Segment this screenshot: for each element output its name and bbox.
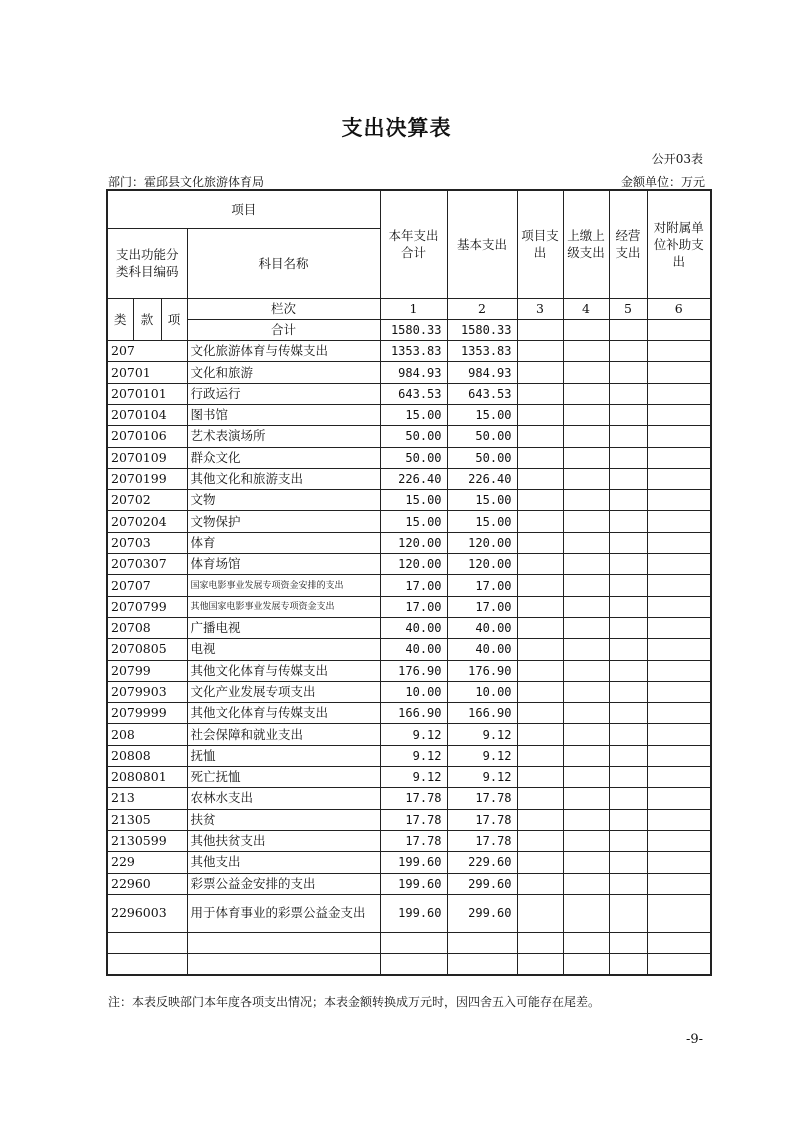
- table-row: [107, 404, 711, 425]
- row-code: 2070101: [107, 383, 187, 404]
- row-total: 1353.83: [380, 341, 447, 362]
- table-row: [107, 490, 711, 511]
- row-total: 15.00: [380, 490, 447, 511]
- row-basic: 176.90: [447, 660, 517, 681]
- table-row: [107, 639, 711, 660]
- table-row: [107, 447, 711, 468]
- row-code: 2070199: [107, 468, 187, 489]
- row-basic: 299.60: [447, 873, 517, 894]
- row-name: 其他文化和旅游支出: [187, 468, 380, 489]
- row-basic: 17.78: [447, 830, 517, 851]
- row-name: 其他国家电影事业发展专项资金支出: [187, 596, 380, 617]
- row-name: 体育: [187, 532, 380, 553]
- table-row: [107, 341, 711, 362]
- row-code: 2070104: [107, 404, 187, 425]
- row-code: 2070204: [107, 511, 187, 532]
- table-row: [107, 596, 711, 617]
- row-name: 文化旅游体育与传媒支出: [187, 341, 380, 362]
- row-total: 50.00: [380, 426, 447, 447]
- row-total: 17.00: [380, 596, 447, 617]
- table-row: [107, 767, 711, 788]
- table-row: [107, 809, 711, 830]
- row-code: 20701: [107, 362, 187, 383]
- row-name: 广播电视: [187, 617, 380, 638]
- row-basic: 15.00: [447, 404, 517, 425]
- header-col-total: 本年支出合计: [380, 190, 447, 298]
- table-row: [107, 852, 711, 873]
- row-code: 20702: [107, 490, 187, 511]
- row-name: 农林水支出: [187, 788, 380, 809]
- row-total: 17.78: [380, 830, 447, 851]
- table-row: [107, 383, 711, 404]
- row-basic: 226.40: [447, 468, 517, 489]
- row-basic: 120.00: [447, 532, 517, 553]
- row-total: 17.78: [380, 809, 447, 830]
- row-total: 120.00: [380, 532, 447, 553]
- row-code: 207: [107, 341, 187, 362]
- page-number: -9-: [685, 1032, 703, 1047]
- row-basic: 984.93: [447, 362, 517, 383]
- row-basic: 120.00: [447, 554, 517, 575]
- empty-row: [107, 932, 711, 953]
- expenditure-table: [106, 189, 712, 976]
- row-code: 20799: [107, 660, 187, 681]
- header-col-upper: 上缴上级支出: [563, 190, 609, 298]
- row-basic: 10.00: [447, 681, 517, 702]
- row-total: 15.00: [380, 511, 447, 532]
- form-number: 公开03表: [651, 152, 703, 166]
- row-basic: 9.12: [447, 767, 517, 788]
- table-row: [107, 788, 711, 809]
- empty-row: [107, 954, 711, 976]
- footnote: 注：本表反映部门本年度各项支出情况；本表金额转换成万元时，因四舍五入可能存在尾差。: [108, 995, 601, 1009]
- header-subject-name: 科目名称: [187, 228, 380, 298]
- row-basic: 40.00: [447, 617, 517, 638]
- header-xiang: 项: [161, 298, 187, 341]
- row-code: 2080801: [107, 767, 187, 788]
- row-total: 199.60: [380, 873, 447, 894]
- row-total: 199.60: [380, 894, 447, 932]
- row-name: 死亡抚恤: [187, 767, 380, 788]
- row-name: 其他支出: [187, 852, 380, 873]
- table-row: [107, 575, 711, 596]
- table-row: [107, 554, 711, 575]
- row-basic: 17.00: [447, 575, 517, 596]
- header-col-business: 经营支出: [609, 190, 647, 298]
- row-name: 彩票公益金安排的支出: [187, 873, 380, 894]
- table-row: [107, 830, 711, 851]
- row-total: 40.00: [380, 617, 447, 638]
- row-basic: 17.78: [447, 809, 517, 830]
- col-num-3: 3: [517, 298, 563, 319]
- unit-label: 金额单位：万元: [620, 175, 705, 189]
- row-total: 643.53: [380, 383, 447, 404]
- col-num-6: 6: [647, 298, 711, 319]
- row-total: 15.00: [380, 404, 447, 425]
- page-title: 支出决算表: [341, 116, 452, 140]
- row-name: 扶贫: [187, 809, 380, 830]
- row-total: 17.78: [380, 788, 447, 809]
- row-code: 20703: [107, 532, 187, 553]
- header-col-basic: 基本支出: [447, 190, 517, 298]
- row-code: 22960: [107, 873, 187, 894]
- table-row: [107, 745, 711, 766]
- table-row: [107, 532, 711, 553]
- row-total: 176.90: [380, 660, 447, 681]
- row-code: 2070106: [107, 426, 187, 447]
- row-basic: 166.90: [447, 703, 517, 724]
- row-basic: 17.78: [447, 788, 517, 809]
- row-code: 20708: [107, 617, 187, 638]
- table-row: [107, 894, 711, 932]
- row-name: 抚恤: [187, 745, 380, 766]
- row-name: 其他文化体育与传媒支出: [187, 660, 380, 681]
- col-num-2: 2: [447, 298, 517, 319]
- row-basic: 15.00: [447, 490, 517, 511]
- header-item: 项目: [107, 190, 380, 228]
- row-code: 2079903: [107, 681, 187, 702]
- row-name: 群众文化: [187, 447, 380, 468]
- table-row: [107, 703, 711, 724]
- total-row-basic: 1580.33: [447, 319, 517, 340]
- row-basic: 40.00: [447, 639, 517, 660]
- row-code: 20707: [107, 575, 187, 596]
- row-total: 226.40: [380, 468, 447, 489]
- row-code: 2070109: [107, 447, 187, 468]
- row-code: 2079999: [107, 703, 187, 724]
- row-name: 体育场馆: [187, 554, 380, 575]
- row-total: 166.90: [380, 703, 447, 724]
- row-total: 984.93: [380, 362, 447, 383]
- total-row-total: 1580.33: [380, 319, 447, 340]
- header-func-class: 支出功能分类科目编码: [107, 228, 187, 298]
- row-name: 用于体育事业的彩票公益金支出: [187, 894, 380, 932]
- row-basic: 643.53: [447, 383, 517, 404]
- row-code: 208: [107, 724, 187, 745]
- row-total: 17.00: [380, 575, 447, 596]
- row-code: 2296003: [107, 894, 187, 932]
- table-row: [107, 468, 711, 489]
- row-code: 2070307: [107, 554, 187, 575]
- row-total: 9.12: [380, 745, 447, 766]
- row-name: 国家电影事业发展专项资金安排的支出: [187, 575, 380, 596]
- department-label: 部门：霍邱县文化旅游体育局: [108, 175, 265, 189]
- row-total: 120.00: [380, 554, 447, 575]
- row-name: 艺术表演场所: [187, 426, 380, 447]
- row-name: 行政运行: [187, 383, 380, 404]
- row-basic: 229.60: [447, 852, 517, 873]
- header-col-project: 项目支出: [517, 190, 563, 298]
- row-name: 文化和旅游: [187, 362, 380, 383]
- row-name: 文物保护: [187, 511, 380, 532]
- row-code: 229: [107, 852, 187, 873]
- row-basic: 50.00: [447, 426, 517, 447]
- row-basic: 17.00: [447, 596, 517, 617]
- row-name: 社会保障和就业支出: [187, 724, 380, 745]
- row-total: 50.00: [380, 447, 447, 468]
- header-lanci: 栏次: [187, 298, 380, 319]
- row-name: 其他文化体育与传媒支出: [187, 703, 380, 724]
- row-basic: 9.12: [447, 724, 517, 745]
- header-lei: 类: [107, 298, 133, 341]
- table-row: [107, 873, 711, 894]
- row-code: 2130599: [107, 830, 187, 851]
- row-name: 其他扶贫支出: [187, 830, 380, 851]
- total-row-label: 合计: [187, 319, 380, 340]
- col-num-5: 5: [609, 298, 647, 319]
- row-basic: 50.00: [447, 447, 517, 468]
- row-basic: 15.00: [447, 511, 517, 532]
- row-basic: 9.12: [447, 745, 517, 766]
- row-name: 文物: [187, 490, 380, 511]
- header-col-subsidiary: 对附属单位补助支出: [647, 190, 711, 298]
- table-row: [107, 660, 711, 681]
- col-num-4: 4: [563, 298, 609, 319]
- row-total: 40.00: [380, 639, 447, 660]
- row-basic: 1353.83: [447, 341, 517, 362]
- row-name: 电视: [187, 639, 380, 660]
- row-code: 20808: [107, 745, 187, 766]
- row-code: 21305: [107, 809, 187, 830]
- table-row: [107, 617, 711, 638]
- table-row: [107, 426, 711, 447]
- row-total: 9.12: [380, 724, 447, 745]
- row-basic: 299.60: [447, 894, 517, 932]
- row-code: 2070799: [107, 596, 187, 617]
- table-row: [107, 511, 711, 532]
- row-total: 10.00: [380, 681, 447, 702]
- row-name: 图书馆: [187, 404, 380, 425]
- table-row: [107, 724, 711, 745]
- row-code: 213: [107, 788, 187, 809]
- header-kuan: 款: [133, 298, 161, 341]
- table-row: [107, 681, 711, 702]
- table-row: [107, 362, 711, 383]
- row-name: 文化产业发展专项支出: [187, 681, 380, 702]
- row-total: 9.12: [380, 767, 447, 788]
- row-code: 2070805: [107, 639, 187, 660]
- col-num-1: 1: [380, 298, 447, 319]
- row-total: 199.60: [380, 852, 447, 873]
